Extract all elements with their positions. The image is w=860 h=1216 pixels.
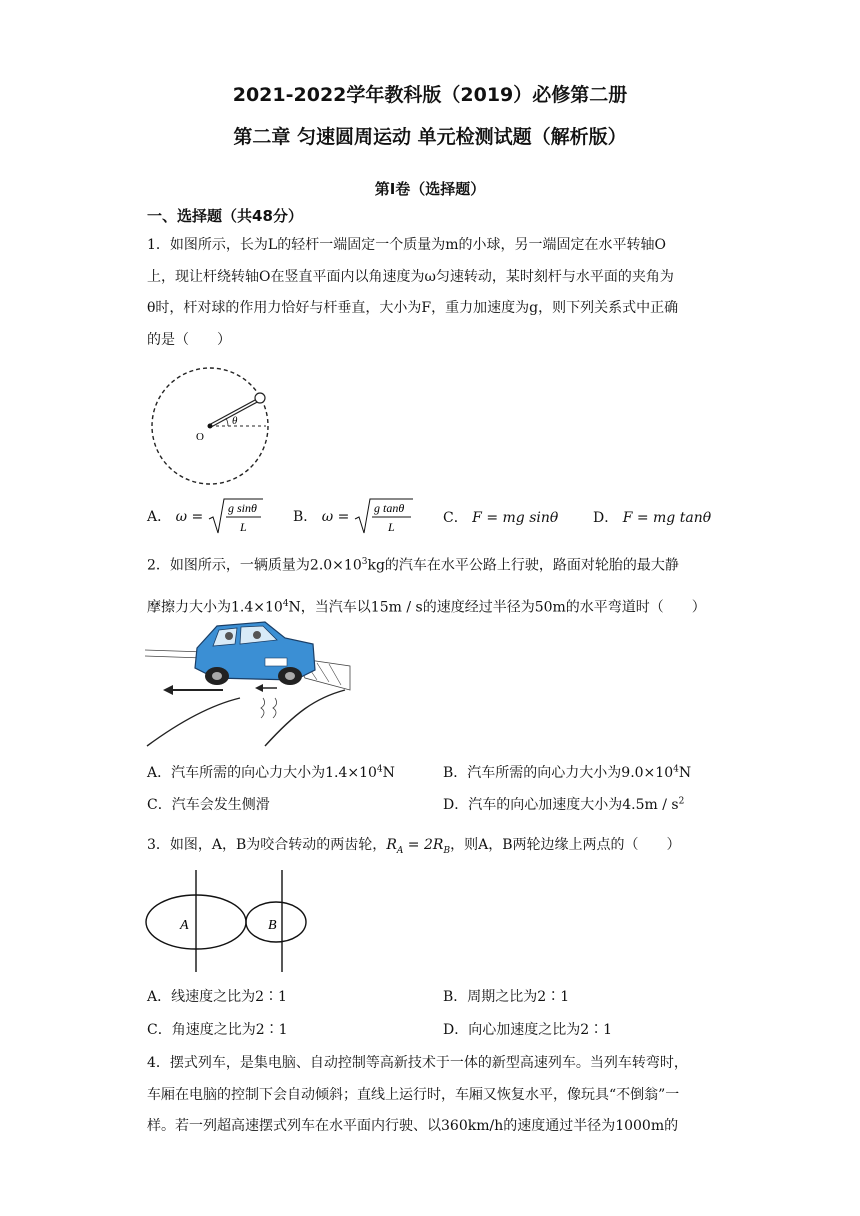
q2-mass-value: 2.0×10 xyxy=(309,557,362,574)
q3-relation-sub-b: B xyxy=(443,845,451,856)
q2-option-d-text: D．汽车的向心加速度大小为4.5m / s xyxy=(443,797,679,813)
q1-option-b-lhs: ω = xyxy=(321,509,350,525)
question-3-text xyxy=(147,834,680,856)
road-edge-outer xyxy=(265,690,345,746)
q3-line1-rest: ，则A，B两轮边缘上两点的（ ） xyxy=(450,837,681,853)
q3-option-b: B．周期之比为2∶1 xyxy=(443,989,570,1005)
q1-line3: θ时，杆对球的作用力恰好与杆垂直，大小为F，重力加速度为g，则下列关系式中正确 xyxy=(147,300,679,316)
pivot-label-o: O xyxy=(196,431,204,443)
question-4-text xyxy=(147,1048,717,1143)
q1-option-c-expr: F = mg sinθ xyxy=(472,510,559,526)
q3-relation-sub-a: A xyxy=(396,845,404,856)
passenger xyxy=(253,631,261,639)
q3-gears-figure xyxy=(144,868,334,976)
part-heading: 一、选择题（共48分） xyxy=(147,207,303,225)
q1-b-denominator: L xyxy=(387,520,395,534)
q2-line2-rest: N，当汽车以15m / s的速度经过半径为50m的水平弯道时（ ） xyxy=(288,599,706,616)
q1-rod-circle-figure xyxy=(148,362,273,492)
license-plate xyxy=(265,658,287,666)
q2-option-a-text: A．汽车所需的向心力大小为1.4×10 xyxy=(147,765,377,781)
q2-option-b-unit: N xyxy=(678,765,692,781)
gear-a-label: A xyxy=(180,918,189,933)
q1-option-a-lhs: ω = xyxy=(175,509,204,525)
q2-option-a-exp: 4 xyxy=(376,764,383,775)
q4-line1: 4．摆式列车，是集电脑、自动控制等高新技术于一体的新型高速列车。当列车转弯时， xyxy=(147,1055,688,1071)
doc-title-line1: 2021-2022学年教科版（2019）必修第二册 xyxy=(232,84,628,106)
sqrt-symbol xyxy=(354,497,414,537)
q2-car-on-curve-figure xyxy=(145,618,355,750)
q1-line2: 上，现让杆绕转轴O在竖直平面内以角速度为ω匀速转动，某时刻杆与水平面的夹角为 xyxy=(147,268,674,285)
q1-option-c xyxy=(443,507,558,527)
q2-option-b xyxy=(443,762,691,782)
doc-title-line2: 第二章 匀速圆周运动 单元检测试题（解析版） xyxy=(233,126,627,148)
driver xyxy=(225,632,233,640)
q1-option-d xyxy=(593,507,711,527)
q1-line4: 的是（ ） xyxy=(147,331,231,348)
q1-a-numerator: g sinθ xyxy=(227,501,257,515)
q1-option-c-label: C． xyxy=(443,510,468,526)
q2-force-exponent: 4 xyxy=(282,598,289,609)
q1-option-b-label: B． xyxy=(293,509,318,525)
q2-option-a-unit: N xyxy=(382,765,395,781)
q1-b-numerator: g tanθ xyxy=(373,501,405,515)
question-1-text xyxy=(147,230,717,356)
q1-option-d-label: D． xyxy=(593,510,619,526)
sqrt-symbol xyxy=(208,497,264,537)
road-edge-inner xyxy=(147,698,240,746)
q2-line1-rest: kg的汽车在水平公路上行驶，路面对轮胎的最大静 xyxy=(367,557,679,574)
q3-option-a: A．线速度之比为2∶1 xyxy=(147,989,287,1005)
q2-option-d xyxy=(443,794,684,814)
q2-line2-text: 摩擦力大小为 xyxy=(147,599,231,616)
q1-a-denominator: L xyxy=(239,520,247,534)
q2-force-value: 1.4×10 xyxy=(231,599,283,616)
q3-relation-r: R xyxy=(386,837,397,853)
q1-option-b xyxy=(293,497,414,537)
q3-option-c: C．角速度之比为2∶1 xyxy=(147,1022,288,1038)
q4-line3: 样。若一列超高速摆式列车在水平面内行驶、以360km/h的速度通过半径为1000m的 xyxy=(147,1118,679,1134)
q4-line2: 车厢在电脑的控制下会自动倾斜；直线上运行时，车厢又恢复水平，像玩具“不倒翁”一 xyxy=(147,1086,680,1103)
angle-arc xyxy=(226,418,228,426)
small-ball xyxy=(255,393,265,403)
gear-b-label: B xyxy=(268,918,277,933)
q2-option-a xyxy=(147,762,395,782)
q3-line1-text: 3．如图，A，B为咬合转动的两齿轮， xyxy=(147,837,387,853)
q3-relation-mid: = 2R xyxy=(403,837,444,853)
theta-label: θ xyxy=(232,415,238,427)
q1-line1: 1．如图所示，长为L的轻杆一端固定一个质量为m的小球，另一端固定在水平转轴O xyxy=(147,237,666,253)
q2-mass-exponent: 3 xyxy=(361,557,368,567)
pivot-point xyxy=(208,424,213,429)
q2-option-c: C．汽车会发生侧滑 xyxy=(147,797,270,813)
tire-smoke xyxy=(261,698,265,718)
q1-option-a-label: A． xyxy=(147,509,172,525)
q2-option-b-text: B．汽车所需的向心力大小为9.0×10 xyxy=(443,765,674,781)
q2-line1 xyxy=(147,543,717,585)
q1-option-a xyxy=(147,497,264,537)
speed-lines xyxy=(145,650,205,652)
section-heading: 第Ⅰ卷（选择题） xyxy=(374,180,486,198)
q2-line1-text: 2．如图所示，一辆质量为 xyxy=(147,557,310,574)
question-2-text xyxy=(147,543,717,626)
q2-option-b-exp: 4 xyxy=(673,764,679,775)
q3-option-d: D．向心加速度之比为2∶1 xyxy=(443,1022,613,1038)
q2-option-d-exp: 2 xyxy=(678,796,685,807)
q1-option-d-expr: F = mg tanθ xyxy=(622,510,712,526)
